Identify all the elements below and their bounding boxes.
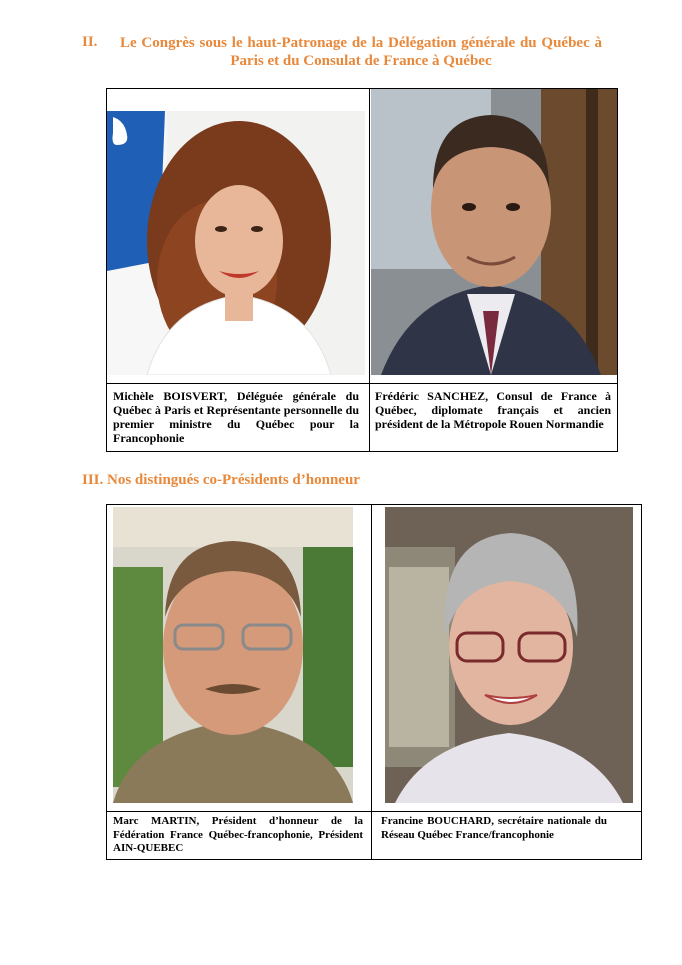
sanchez-portrait bbox=[371, 89, 617, 375]
bouchard-caption: Francine BOUCHARD, secrétaire nationale du Réseau Québec France/francophonie bbox=[381, 815, 607, 841]
boisvert-caption: Michèle BOISVERT, Déléguée générale du Québec à Paris et Représentante personnelle du premier ministre du Québec pour la Francophonie bbox=[113, 389, 359, 445]
section-title: Le Congrès sous le haut-Patronage de la Délégation générale du Québec à Paris et du Consulat de France à Québec bbox=[120, 35, 602, 69]
presidents-photos-table bbox=[106, 504, 642, 860]
boisvert-portrait bbox=[107, 111, 365, 375]
section-title-presidents: III. Nos distingués co-Présidents d’honneur bbox=[82, 472, 360, 488]
martin-portrait bbox=[113, 507, 353, 803]
official-photos-table bbox=[106, 88, 618, 452]
bouchard-portrait bbox=[385, 507, 633, 803]
sanchez-caption: Frédéric SANCHEZ, Consul de France à Québec, diplomate français et ancien président de la Métropole Rouen Normandie bbox=[375, 389, 611, 431]
section-number: II. bbox=[82, 34, 98, 50]
martin-caption: Marc MARTIN, Président d’honneur de la Fédération France Québec-francophonie, Président AIN-QUEBEC bbox=[113, 815, 363, 854]
